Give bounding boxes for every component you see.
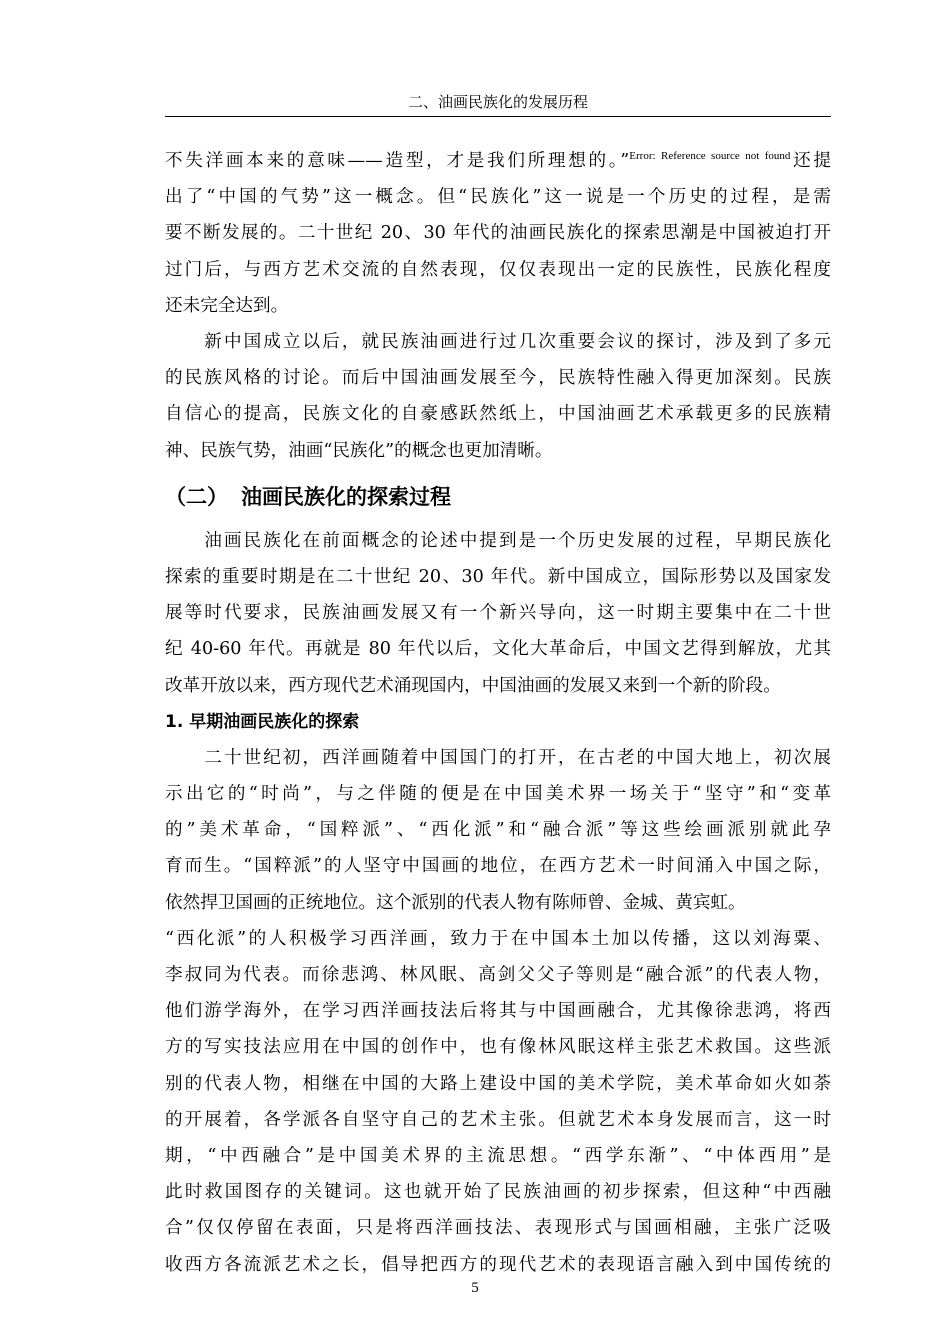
paragraph-line: 神、民族气势，油画“民族化”的概念也更加清晰。 (165, 440, 553, 461)
section-heading (165, 477, 831, 517)
paragraph-line: 李叔同为代表。而徐悲鸿、林风眠、高剑父父子等则是“融合派”的代表人物， (165, 965, 831, 986)
paragraph-line: 方的写实技法应用在中国的创作中，也有像林风眠这样主张艺术救国。这些派 (165, 1037, 831, 1058)
paragraph-line: 他们游学海外，在学习西洋画技法后将其与中国画融合，尤其像徐悲鸿，将西 (165, 1001, 831, 1022)
paragraph-line: 此时救国图存的关键词。这也就开始了民族油画的初步探索，但这种“中西融 (165, 1182, 831, 1203)
paragraph-line: 探索的重要时期是在二十世纪 20、30 年代。新中国成立，国际形势以及国家发 (165, 567, 831, 588)
paragraph-line: 别的代表人物，相继在中国的大路上建设中国的美术学院，美术革命如火如荼 (165, 1073, 831, 1094)
paragraph-line: 自信心的提高，民族文化的自豪感跃然纸上，中国油画艺术承载更多的民族精 (165, 404, 831, 425)
paragraph-line: 二十世纪初，西洋画随着中国国门的打开，在古老的中国大地上，初次展 (165, 747, 831, 768)
section-number: （二） (165, 484, 228, 509)
paragraph-line: 合”仅仅停留在表面，只是将西洋画技法、表现形式与国画相融，主张广泛吸 (165, 1218, 831, 1239)
paragraph-line: 展等时代要求，民族油画发展又有一个新兴导向，这一时期主要集中在二十世 (165, 603, 831, 624)
page-number: 5 (471, 1280, 479, 1296)
section-title: 油画民族化的探索过程 (241, 484, 451, 509)
paragraph-continuation (165, 138, 831, 324)
running-header: 二、油画民族化的发展历程 (407, 93, 588, 111)
paragraph-line: 的开展着，各学派各自坚守自己的艺术主张。但就艺术本身发展而言，这一时 (165, 1109, 831, 1130)
paragraph-line: 过门后，与西方艺术交流的自然表现，仅仅表现出一定的民族性，民族化程度 (165, 259, 831, 280)
paragraph-line: 依然捍卫国画的正统地位。这个派别的代表人物有陈师曾、金城、黄宾虹。 (165, 892, 746, 913)
paragraph-line: 收西方各流派艺术之长，倡导把西方的现代艺术的表现语言融入到中国传统的 (165, 1254, 831, 1275)
paragraph-line: “西化派”的人积极学习西洋画，致力于在中国本土加以传播，这以刘海粟、 (165, 928, 831, 949)
paragraph-line: 育而生。“国粹派”的人坚守中国画的地位，在西方艺术一时间涌入中国之际， (165, 856, 831, 877)
line-text: 不失洋画本来的意味——造型，才是我们所理想的。” (165, 151, 630, 171)
paragraph-line: 示出它的“时尚”，与之伴随的便是在中国美术界一场关于“坚守”和“变革 (165, 784, 831, 805)
line-text: 还提 (790, 151, 831, 171)
paragraph-line (165, 138, 831, 179)
subsection-heading: 1. 早期油画民族化的探索 (165, 711, 360, 732)
body-content (165, 138, 831, 1283)
paragraph-exploration-overview (165, 523, 831, 704)
paragraph-line: 的民族风格的讨论。而后中国油画发展至今，民族特性融入得更加深刻。民族 (165, 368, 831, 389)
paragraph-line: 油画民族化在前面概念的论述中提到是一个历史发展的过程，早期民族化 (165, 530, 831, 551)
paragraph-line: 改革开放以来，西方现代艺术涌现国内，中国油画的发展又来到一个新的阶段。 (165, 675, 781, 696)
paragraph-line: 纪 40-60 年代。再就是 80 年代以后，文化大革命后，中国文艺得到解放，尤其 (165, 639, 831, 660)
paragraph-early-exploration (165, 740, 831, 1283)
paragraph-line: 出了“中国的气势”这一概念。但“民族化”这一说是一个历史的过程，是需 (165, 187, 831, 208)
paragraph-line: 新中国成立以后，就民族油画进行过几次重要会议的探讨，涉及到了多元 (165, 332, 831, 353)
paragraph-line: 还未完全达到。 (165, 295, 289, 316)
header-rule (165, 116, 831, 117)
paragraph-line: 期，“中西融合”是中国美术界的主流思想。“西学东渐”、“中体西用”是 (165, 1146, 831, 1167)
reference-error-note: Error: Reference source not found (629, 150, 791, 162)
paragraph-line: 要不断发展的。二十世纪 20、30 年代的油画民族化的探索思潮是中国被迫打开 (165, 223, 831, 244)
paragraph-new-china (165, 324, 831, 469)
paragraph-line: 的”美术革命，“国粹派”、“西化派”和“融合派”等这些绘画派别就此孕 (165, 820, 831, 841)
